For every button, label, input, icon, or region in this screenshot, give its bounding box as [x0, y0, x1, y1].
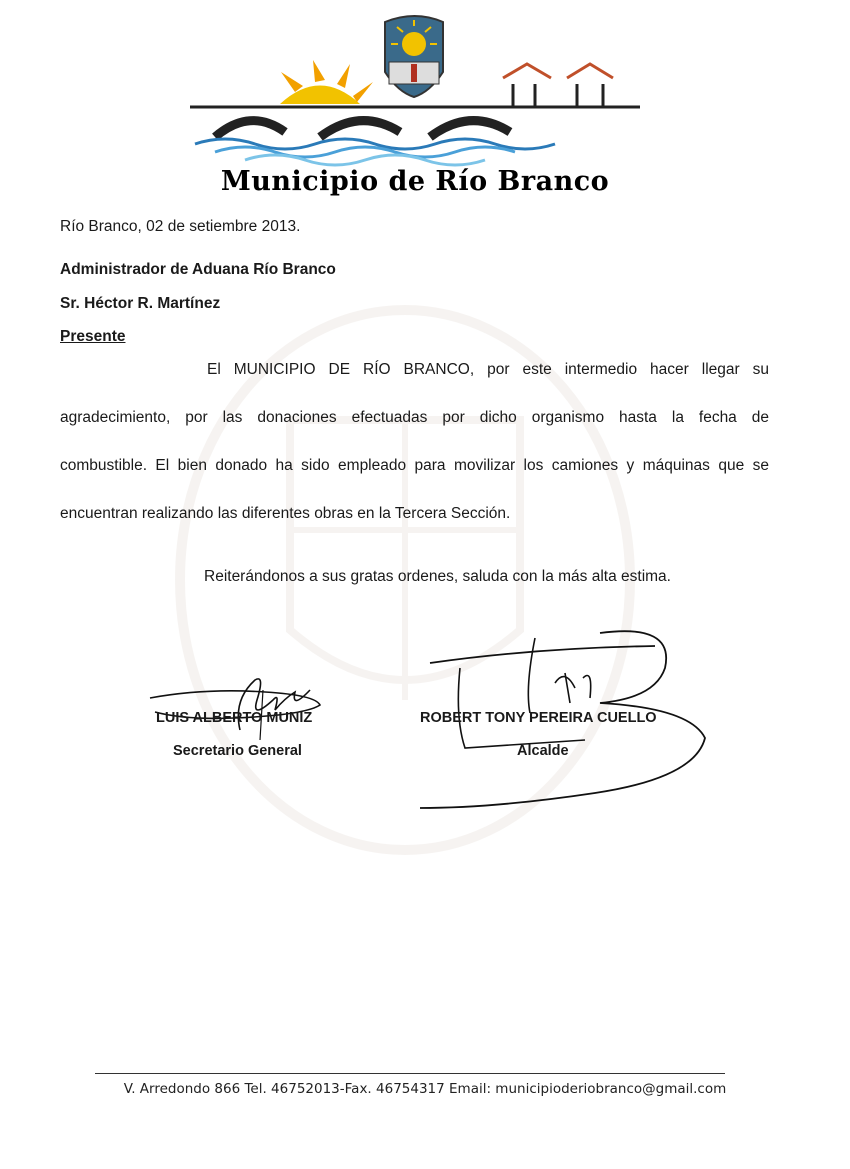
signatory-right-name: ROBERT TONY PEREIRA CUELLO: [420, 710, 657, 726]
water-icon: [195, 139, 555, 165]
footer-divider: [95, 1073, 725, 1074]
signatory-left-name: LUIS ALBERTO MUNIZ: [156, 710, 313, 726]
recipient-name: Sr. Héctor R. Martínez: [60, 295, 221, 312]
coat-of-arms-icon: [385, 16, 443, 97]
signatory-right-role: Alcalde: [517, 743, 569, 759]
footer-contact: V. Arredondo 866 Tel. 46752013-Fax. 46754317 Email: municipioderiobranco@gmail.com: [123, 1081, 727, 1097]
presente-label: Presente: [60, 328, 126, 345]
closing-line: Reiterándonos a sus gratas ordenes, saluda con la más alta estima.: [204, 568, 671, 585]
body-line-2: agradecimiento, por las donaciones efectuadas por dicho organismo hasta la fecha de: [60, 409, 769, 426]
body-line-1: El MUNICIPIO DE RÍO BRANCO, por este intermedio hacer llegar su: [207, 361, 769, 378]
municipality-logo: [185, 12, 645, 197]
body-line-4: encuentran realizando las diferentes obras en la Tercera Sección.: [60, 505, 511, 522]
body-line-3: combustible. El bien donado ha sido empleado para movilizar los camiones y máquinas que se: [60, 457, 769, 474]
sun-icon: [280, 60, 373, 104]
houses-icon: [503, 64, 613, 107]
signatory-left-role: Secretario General: [173, 743, 302, 759]
place-date: Río Branco, 02 de setiembre 2013.: [60, 218, 301, 235]
recipient-title: Administrador de Aduana Río Branco: [60, 261, 336, 278]
brand-name: Municipio de Río Branco: [220, 166, 610, 197]
bridge-icon: [215, 121, 510, 137]
